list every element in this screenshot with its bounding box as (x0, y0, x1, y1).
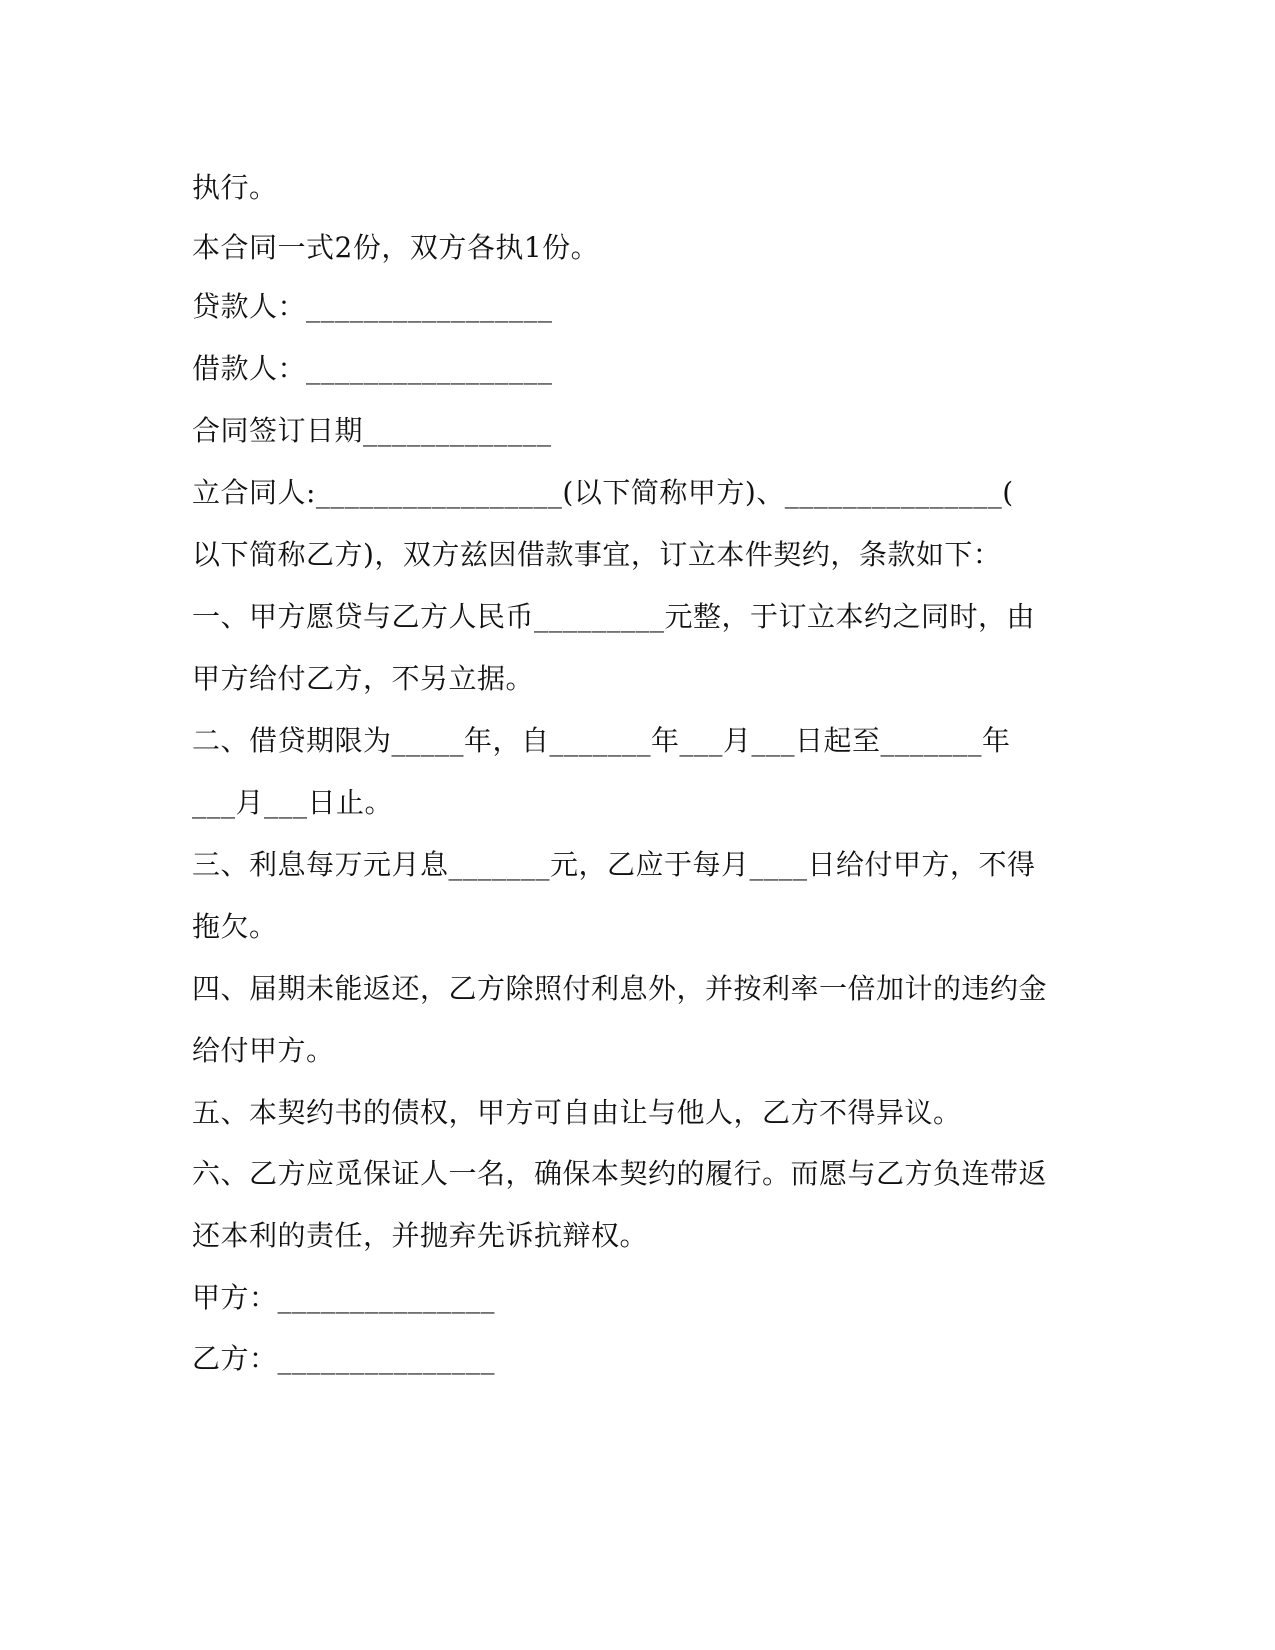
clause-6-line: 六、乙方应觅保证人一名，确保本契约的履行。而愿与乙方负连带返 (192, 1157, 1048, 1190)
clause-1-line: 一、甲方愿贷与乙方人民币_________元整，于订立本约之同时，由 (192, 600, 1036, 633)
text-line-copies: 本合同一式2份，双方各执1份。 (192, 231, 600, 264)
text-line-execution: 执行。 (192, 171, 278, 204)
parties-line: 立合同人:_________________(以下简称甲方)、_______________( (192, 476, 1014, 509)
lender-signature-line: 贷款人：_________________ (192, 290, 553, 323)
clause-3-line: 三、利息每万元月息_______元，乙应于每月____日给付甲方，不得 (192, 848, 1036, 881)
clause-3-line-continued: 拖欠。 (192, 910, 278, 943)
party-b-signature-line: 乙方：_______________ (192, 1342, 496, 1375)
clause-4-line-continued: 给付甲方。 (192, 1034, 335, 1067)
clause-1-line-continued: 甲方给付乙方，不另立据。 (192, 662, 535, 695)
borrower-signature-line: 借款人：_________________ (192, 352, 553, 385)
contract-date-line: 合同签订日期_____________ (192, 414, 552, 447)
clause-5-line: 五、本契约书的债权，甲方可自由让与他人，乙方不得异议。 (192, 1096, 962, 1129)
party-a-signature-line: 甲方：_______________ (192, 1281, 496, 1314)
clause-4-line: 四、届期未能返还，乙方除照付利息外，并按利率一倍加计的违约金 (192, 972, 1048, 1005)
clause-2-line-continued: ___月___日止。 (192, 786, 394, 819)
clause-2-line: 二、借贷期限为_____年，自_______年___月___日起至_______年 (192, 724, 1011, 757)
parties-line-continued: 以下简称乙方)，双方兹因借款事宜，订立本件契约，条款如下： (192, 538, 1002, 571)
clause-6-line-continued: 还本利的责任，并抛弃先诉抗辩权。 (192, 1219, 649, 1252)
